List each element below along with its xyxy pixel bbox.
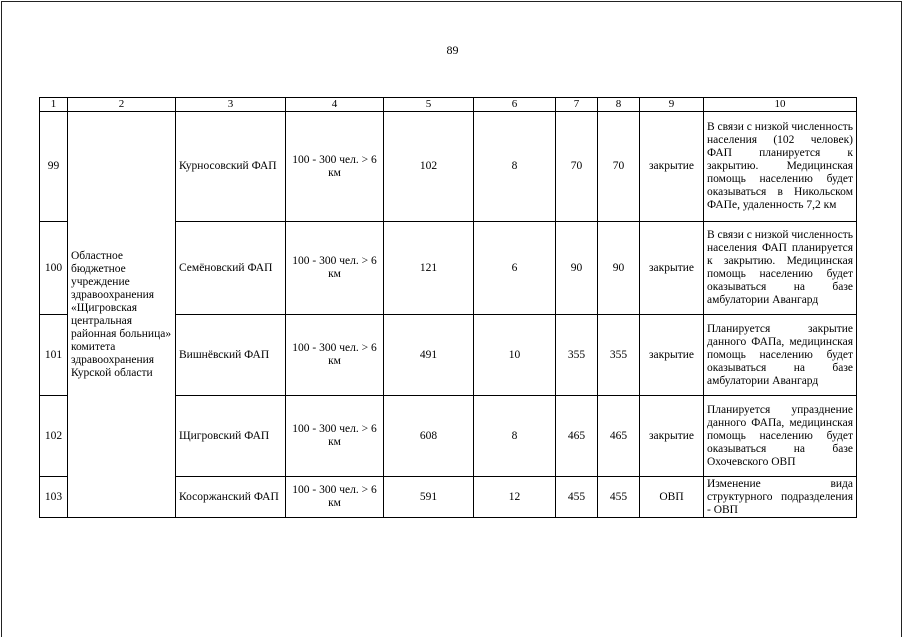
row-number: 99 (40, 112, 68, 222)
col8-value: 70 (598, 112, 640, 222)
header-cell: 10 (704, 98, 857, 112)
col8-value: 455 (598, 477, 640, 518)
row-number: 103 (40, 477, 68, 518)
header-row (40, 98, 857, 112)
col5-value: 591 (384, 477, 474, 518)
criterion: 100 - 300 чел. > 6 км (286, 396, 384, 477)
criterion: 100 - 300 чел. > 6 км (286, 112, 384, 222)
row-number: 102 (40, 396, 68, 477)
action: закрытие (640, 396, 704, 477)
facility-name: Щигровский ФАП (176, 396, 286, 477)
col8-value: 355 (598, 315, 640, 396)
criterion: 100 - 300 чел. > 6 км (286, 222, 384, 315)
action: закрытие (640, 222, 704, 315)
header-cell: 8 (598, 98, 640, 112)
col6-value: 10 (474, 315, 556, 396)
row-number: 100 (40, 222, 68, 315)
data-table (39, 97, 857, 518)
col5-value: 102 (384, 112, 474, 222)
note-cell (704, 112, 857, 222)
note-cell (704, 222, 857, 315)
col7-value: 355 (556, 315, 598, 396)
col5-value: 121 (384, 222, 474, 315)
facility-name: Семёновский ФАП (176, 222, 286, 315)
facility-name: Вишнёвский ФАП (176, 315, 286, 396)
header-cell: 4 (286, 98, 384, 112)
row-number: 101 (40, 315, 68, 396)
table-row (40, 112, 857, 222)
action: закрытие (640, 315, 704, 396)
note-text: В связи с низкой численность населения ФАП планируется к закрытию. Медицинская помощь населению будет оказываться на базе амбулатории Авангард (707, 229, 854, 306)
col7-value: 455 (556, 477, 598, 518)
header-cell: 6 (474, 98, 556, 112)
institution-cell: Областное бюджетное учреждение здравоохранения «Щигровская центральная районная больница» комитета здравоохранения Курской области (68, 112, 176, 518)
col5-value: 608 (384, 396, 474, 477)
criterion: 100 - 300 чел. > 6 км (286, 477, 384, 518)
page-number: 89 (446, 43, 459, 57)
col6-value: 6 (474, 222, 556, 315)
header-cell: 3 (176, 98, 286, 112)
note-text: Изменение вида структурного подразделения - ОВП (707, 477, 853, 516)
note-text: Планируется закрытие данного ФАПа, медицинская помощь населению будет оказываться на базе амбулатории Авангард (707, 322, 853, 387)
header-cell: 7 (556, 98, 598, 112)
note-cell (704, 315, 857, 396)
note-text: Планируется упразднение данного ФАПа, медицинская помощь населению будет оказываться на базе Охочевского ОВП (707, 403, 853, 468)
col6-value: 12 (474, 477, 556, 518)
col7-value: 70 (556, 112, 598, 222)
col7-value: 90 (556, 222, 598, 315)
facility-name: Курносовский ФАП (176, 112, 286, 222)
note-cell (704, 396, 857, 477)
action: ОВП (640, 477, 704, 518)
col6-value: 8 (474, 112, 556, 222)
header-cell: 2 (68, 98, 176, 112)
col8-value: 90 (598, 222, 640, 315)
col5-value: 491 (384, 315, 474, 396)
action: закрытие (640, 112, 704, 222)
col8-value: 465 (598, 396, 640, 477)
header-cell: 5 (384, 98, 474, 112)
criterion: 100 - 300 чел. > 6 км (286, 315, 384, 396)
col6-value: 8 (474, 396, 556, 477)
note-cell (704, 477, 857, 518)
col7-value: 465 (556, 396, 598, 477)
header-cell: 9 (640, 98, 704, 112)
facility-name: Косоржанский ФАП (176, 477, 286, 518)
header-cell: 1 (40, 98, 68, 112)
note-text: В связи с низкой численность населения (102 человек) ФАП планируется к закрытию. Медицинская помощь населению будет оказываться в Никольском ФАПе, удаленность 7,2 км (707, 121, 854, 211)
